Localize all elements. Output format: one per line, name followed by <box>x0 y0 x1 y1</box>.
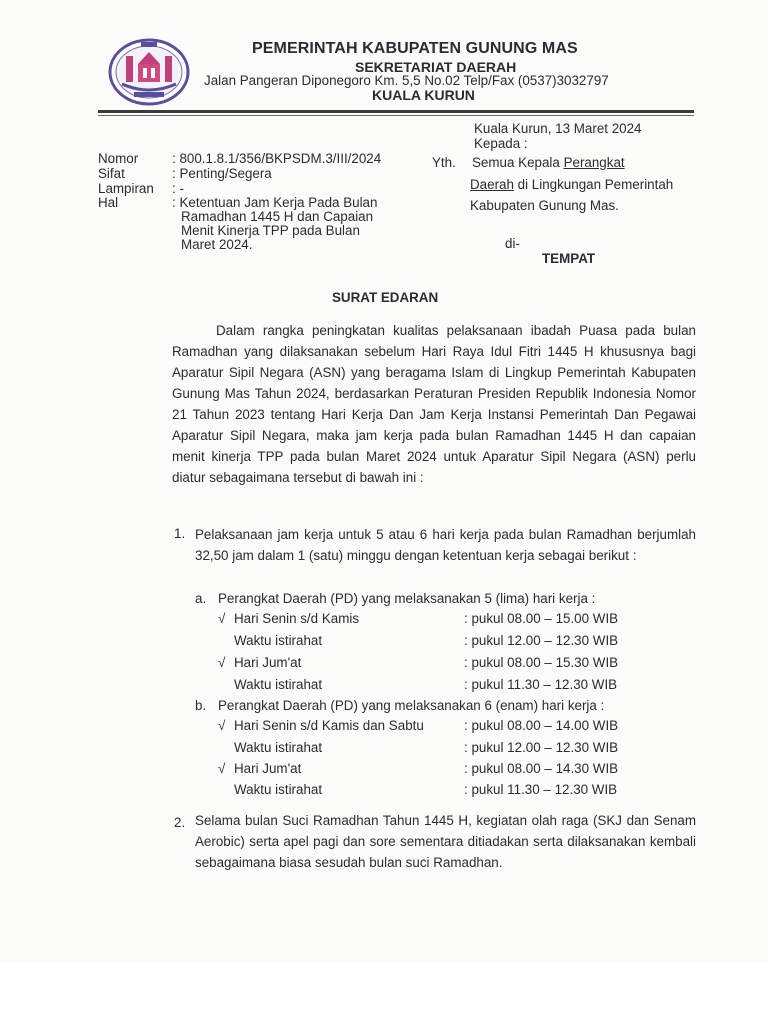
sub-a-row-3-value: : pukul 08.00 – 15.30 WIB <box>464 655 619 670</box>
hal-line-1: : Ketentuan Jam Kerja Pada Bulan <box>172 195 378 210</box>
document-title: SURAT EDARAN <box>332 290 439 305</box>
item-1-text: Pelaksanaan jam kerja untuk 5 atau 6 hari kerja pada bulan Ramadhan berjumlah 32,50 jam dalam 1 (satu) minggu dengan ketentuan kerja sebagai berikut : <box>195 527 696 563</box>
sub-a-row-2-label: Waktu istirahat <box>234 633 323 648</box>
sub-a-row-4-value: : pukul 11.30 – 12.30 WIB <box>464 677 618 692</box>
lampiran-value: : - <box>172 181 184 196</box>
intro-paragraph <box>172 320 696 488</box>
sub-a-row-3-check: √ <box>218 655 226 670</box>
sub-a-row-1-check: √ <box>218 611 226 626</box>
sub-b-row-4-value: : pukul 11.30 – 12.30 WIB <box>464 782 618 797</box>
regency-emblem-icon <box>108 38 190 106</box>
letterhead-government: PEMERINTAH KABUPATEN GUNUNG MAS <box>252 40 578 57</box>
sifat-label: Sifat <box>98 166 125 181</box>
hal-line-4: Maret 2024. <box>181 237 253 252</box>
sub-b-row-2-label: Waktu istirahat <box>234 740 323 755</box>
tempat-label: TEMPAT <box>542 251 596 266</box>
item-1-number: 1. <box>174 526 186 541</box>
letterhead-divider-thick <box>98 110 694 113</box>
sub-b-row-4-label: Waktu istirahat <box>234 782 323 797</box>
sub-a-row-3-label: Hari Jum'at <box>234 655 302 670</box>
nomor-label: Nomor <box>98 151 139 166</box>
hal-line-2: Ramadhan 1445 H dan Capaian <box>181 209 374 224</box>
sub-a-text: Perangkat Daerah (PD) yang melaksanakan 5 (lima) hari kerja : <box>218 591 596 606</box>
sub-b-row-1-check: √ <box>218 718 226 733</box>
letterhead-address: Jalan Pangeran Diponegoro Km. 5,5 No.02 Telp/Fax (0537)3032797 <box>204 73 609 88</box>
sub-b-row-3-check: √ <box>218 761 226 776</box>
item-2-text: Selama bulan Suci Ramadhan Tahun 1445 H, kegiatan olah raga (SKJ dan Senam Aerobic) serta apel pagi dan sore sementara ditiadakan serta dilaksanakan kembali sebagaimana biasa sesudah bulan suci Ramadhan. <box>195 813 696 870</box>
sub-a-row-4-label: Waktu istirahat <box>234 677 323 692</box>
di-label: di- <box>505 236 520 251</box>
letterhead-city: KUALA KURUN <box>372 87 475 103</box>
sub-b-row-1-label: Hari Senin s/d Kamis dan Sabtu <box>234 718 424 733</box>
recipient-line-3: Kabupaten Gunung Mas. <box>470 198 619 213</box>
lampiran-label: Lampiran <box>98 181 154 196</box>
recipient-line-2: Daerah di Lingkungan Pemerintah <box>470 177 674 192</box>
sub-b-row-2-value: : pukul 12.00 – 12.30 WIB <box>464 740 619 755</box>
sub-a-letter: a. <box>195 591 207 606</box>
letterhead-secretariat: SEKRETARIAT DAERAH <box>355 59 517 75</box>
sub-a-row-1-label: Hari Senin s/d Kamis <box>234 611 360 626</box>
recipient-line-1: Semua Kepala Perangkat <box>472 155 625 170</box>
sub-b-letter: b. <box>195 698 207 713</box>
hal-line-3: Menit Kinerja TPP pada Bulan <box>181 223 360 238</box>
date-line: Kuala Kurun, 13 Maret 2024 <box>474 121 642 136</box>
sub-b-text: Perangkat Daerah (PD) yang melaksanakan 6 (enam) hari kerja : <box>218 698 605 713</box>
page-bottom-margin <box>0 962 768 1024</box>
sub-a-row-1-value: : pukul 08.00 – 15.00 WIB <box>464 611 619 626</box>
kepada-label: Kepada : <box>474 136 528 151</box>
sifat-value: : Penting/Segera <box>172 166 272 181</box>
item-2-number: 2. <box>174 815 186 830</box>
intro-text: Dalam rangka peningkatan kualitas pelaksanaan ibadah Puasa pada bulan Ramadhan yang dilaksanakan sebelum Hari Raya Idul Fitri 1445 H khususnya bagi Aparatur Sipil Negara (ASN) yang beragama Islam di Lingkup Pemerintah Kabupaten Gunung Mas Tahun 2024, berdasarkan Peraturan Presiden Republik Indonesia Nomor 21 Tahun 2023 tentang Hari Kerja Dan Jam Kerja Instansi Pemerintah Dan Pegawai Aparatur Sipil Negara, maka jam kerja pada bulan Ramadhan 1445 H dan capaian menit kinerja TPP pada bulan Maret 2024 untuk Aparatur Sipil Negara (ASN) perlu diatur sebagaimana tersebut di bawah ini : <box>172 323 696 485</box>
letterhead-divider-thin <box>98 115 694 116</box>
sub-b-row-3-label: Hari Jum'at <box>234 761 302 776</box>
sub-a-row-2-value: : pukul 12.00 – 12.30 WIB <box>464 633 619 648</box>
nomor-value: : 800.1.8.1/356/BKPSDM.3/III/2024 <box>172 151 382 166</box>
sub-b-row-3-value: : pukul 08.00 – 14.30 WIB <box>464 761 619 776</box>
yth-label: Yth. <box>432 155 456 170</box>
hal-label: Hal <box>98 195 119 210</box>
sub-b-row-1-value: : pukul 08.00 – 14.00 WIB <box>464 718 619 733</box>
